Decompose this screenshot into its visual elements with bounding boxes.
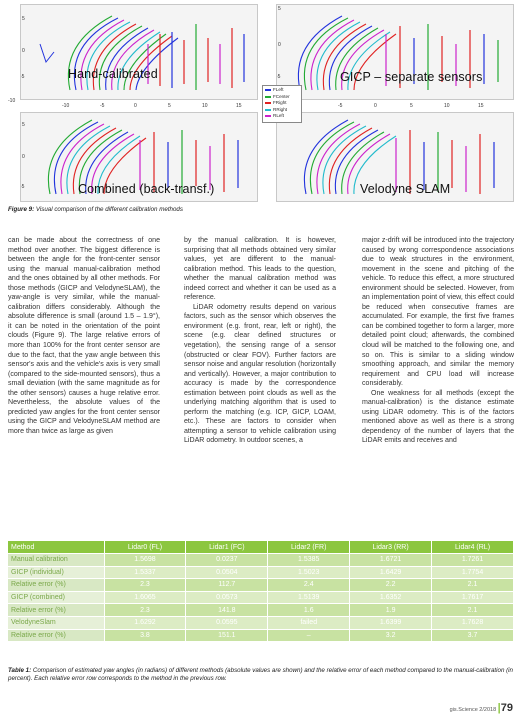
table-cell: 1.6352 <box>350 591 432 604</box>
figure-legend <box>262 85 302 123</box>
table-cell: 0.0595 <box>186 616 268 629</box>
y-tick-label: 0 <box>22 48 25 54</box>
row-label: GICP (combined) <box>8 591 104 604</box>
legend-label: RLeft <box>273 113 284 118</box>
legend-label: FRight <box>273 100 287 105</box>
table-row <box>8 579 514 592</box>
table-cell: 141.8 <box>186 604 268 617</box>
legend-swatch <box>265 115 271 117</box>
table-cell: 2.1 <box>432 604 514 617</box>
paragraph: One weakness for all methods (except the manual-calibration) is the distance estimate using LiDAR odometry. This is of the factors mentioned above as well as there is a strong dependency of the number of layers that the LiDAR emits and receives and <box>362 389 514 445</box>
column-header: Lidar1 (FC) <box>186 541 268 554</box>
table-cell: 1.7261 <box>432 554 514 567</box>
table-cell: 0.0573 <box>186 591 268 604</box>
panel-hand-calibrated <box>20 4 258 100</box>
column-header: Lidar2 (FR) <box>268 541 350 554</box>
figure-caption-text: Visual comparison of the different calibration methods <box>34 206 183 213</box>
table-cell: 1.7628 <box>432 616 514 629</box>
table-cell: 1.5139 <box>268 591 350 604</box>
y-tick-label: -5 <box>276 74 281 80</box>
table-row <box>8 616 514 629</box>
footer-separator: | <box>497 702 501 714</box>
text-column-3 <box>362 236 514 446</box>
panel-label: Hand-calibrated <box>68 67 158 81</box>
page-number: 79 <box>500 702 513 714</box>
x-tick-label: 5 <box>168 103 171 109</box>
legend-swatch <box>265 102 271 104</box>
point-cloud-plot <box>20 4 258 100</box>
table-cell: 3.7 <box>432 629 514 641</box>
table-cell: 1.5698 <box>104 554 186 567</box>
x-tick-label: 15 <box>236 103 242 109</box>
table-cell: – <box>268 629 350 641</box>
table-cell: 3.8 <box>104 629 186 641</box>
row-label: GICP (individual) <box>8 566 104 579</box>
page-footer <box>450 702 513 714</box>
x-tick-label: 0 <box>134 103 137 109</box>
table-cell: 1.6 <box>268 604 350 617</box>
legend-swatch <box>265 96 271 98</box>
table-cell: 1.5337 <box>104 566 186 579</box>
table-cell: 1.6292 <box>104 616 186 629</box>
panel-combined <box>20 112 258 202</box>
x-tick-label: -5 <box>338 103 343 109</box>
table-cell: failed <box>268 616 350 629</box>
x-tick-label: 10 <box>202 103 208 109</box>
point-cloud-plot <box>276 4 514 100</box>
paragraph: by the manual calibration. It is however, surprising that all methods obtained very similar values, yet are different to the manual-calibration method. This leads to the question, whether the manual calibration method was indeed correct and whether it can be used as a reference. <box>184 237 336 302</box>
legend-label: FCenter <box>273 93 290 99</box>
table-cell: 1.7617 <box>432 591 514 604</box>
y-tick-label: -5 <box>20 184 25 190</box>
legend-swatch <box>265 109 271 111</box>
table-cell: 1.6429 <box>350 566 432 579</box>
figure-caption <box>8 206 183 213</box>
table-cell: 1.7754 <box>432 566 514 579</box>
table-cell: 0.0237 <box>186 554 268 567</box>
table-cell: 1.9 <box>350 604 432 617</box>
column-header: Lidar3 (RR) <box>350 541 432 554</box>
panel-label: GICP – separate sensors <box>340 70 483 84</box>
paragraph: major z-drift will be introduced into the trajectory caused by wrong correspondence associations due to weak structures in the environment, movement in the scene and pitching of the vehicle. To reduce this effect, a more structured environment should be selected. However, from an implementation point of view, this effect could be reduced when consecutive frames are accumulated. For example, the first five frames can be combined together to form a larger, more detailed point cloud; afterwards, the combined cloud will be matched to the following one, and so on. This is similar to a sliding window smoothing approach, and similar the memory requirement and CPU load will increase considerably. <box>362 237 514 388</box>
y-tick-label: 5 <box>22 16 25 22</box>
figure-caption-label: Figure 9: <box>8 206 35 213</box>
text-column-2 <box>184 236 336 446</box>
y-tick-label: 0 <box>22 154 25 160</box>
table-cell: 2.3 <box>104 579 186 592</box>
table-header-row <box>8 541 514 554</box>
table-row <box>8 591 514 604</box>
legend-entry <box>265 113 299 120</box>
legend-label: FLeft <box>273 87 284 92</box>
results-table <box>8 541 514 641</box>
column-header: Method <box>8 541 104 554</box>
table-cell: 151.1 <box>186 629 268 641</box>
table-cell: 1.6065 <box>104 591 186 604</box>
y-tick-label: -10 <box>8 98 16 104</box>
table-cell: 1.6721 <box>350 554 432 567</box>
row-label: Relative error (%) <box>8 604 104 617</box>
table-cell: 2.4 <box>268 579 350 592</box>
y-tick-label: 0 <box>278 42 281 48</box>
row-label: Manual calibration <box>8 554 104 567</box>
text-column-1 <box>8 236 160 436</box>
x-tick-label: 5 <box>410 103 413 109</box>
panel-label: Combined (back-transf.) <box>78 182 215 196</box>
y-tick-label: 5 <box>22 122 25 128</box>
x-tick-label: -5 <box>100 103 105 109</box>
table-cell: 3.2 <box>350 629 432 641</box>
panel-gicp-separate <box>276 4 514 100</box>
table-caption <box>8 667 514 684</box>
legend-swatch <box>265 89 271 91</box>
x-tick-label: -10 <box>62 103 70 109</box>
table-cell: 112.7 <box>186 579 268 592</box>
table-cell: 0.0504 <box>186 566 268 579</box>
journal-name: gis.Science 2/2018 <box>449 707 497 713</box>
x-tick-label: 15 <box>478 103 484 109</box>
paragraph: LiDAR odometry results depend on various factors, such as the sensor which observes the environment (e.g. front, rear, left or right), the scene (e.g. clear defined structures or vegetation), the sensing range of a sensor (obstructed or clear FOV). Further factors are sensor noise and angular resolution (horizontally and vertically). However, a major contribution to accuracy is made by the correspondence estimation between point clouds as well as the underlying matching algorithm that is used to perform the matching (e.g. ICP, GICP, LOAM, etc.). These are factors to consider when attempting a sensor to vehicle calibration using LiDAR odometry. In outdoor scenes, a <box>184 303 336 445</box>
column-header: Lidar4 (RL) <box>432 541 514 554</box>
table-caption-text: Comparison of estimated yaw angles (in radians) of different methods (absolute values are shown) and the relative error of each method compared to the manual-calibration (in percent). Each relative error row corresponds to the method in the previous row. <box>8 667 514 683</box>
table-row <box>8 629 514 641</box>
table-row <box>8 566 514 579</box>
panel-label: Velodyne SLAM <box>360 182 451 196</box>
table-cell: 2.1 <box>432 579 514 592</box>
row-label: VelodyneSlam <box>8 616 104 629</box>
row-label: Relative error (%) <box>8 579 104 592</box>
y-tick-label: 5 <box>278 6 281 12</box>
figure-9 <box>8 4 514 202</box>
y-tick-label: -5 <box>20 74 25 80</box>
table-row <box>8 604 514 617</box>
table-cell: 1.5385 <box>268 554 350 567</box>
panel-velodyne-slam <box>276 112 514 202</box>
x-tick-label: 0 <box>374 103 377 109</box>
paragraph: can be made about the correctness of one method over another. The biggest difference is between the angle for the front-center sensor using the manual manual-calibration method and the ones obtained by all other methods. For those methods (GICP and VelodyneSLAM), the yaw-angle is very similar, while the manual-calibration differs considerably. Although the absolute difference is small (around 1.5 – 1.9°), it can be noted in the orientation of the point clouds (Figure 9). The large relative errors of more than 100% for the front center sensor are due to the fact, that the yaw angle between this sensor's axis and the vehicle's axis is very small (compared to the side-mounted sensors), thus a small deviation (with the same magnitude as for the other sensors) causes a huge relative error. Nevertheless, the absolute values of the predicted yaw angles for the front center sensor using the GICP and VelodyneSLAM method are more than twice as large as given <box>8 237 160 435</box>
table-row <box>8 554 514 567</box>
row-label: Relative error (%) <box>8 629 104 641</box>
table-cell: 1.5023 <box>268 566 350 579</box>
table-cell: 2.2 <box>350 579 432 592</box>
x-tick-label: 10 <box>444 103 450 109</box>
table-caption-label: Table 1: <box>8 667 32 674</box>
legend-label: RRight <box>273 106 288 112</box>
column-header: Lidar0 (FL) <box>104 541 186 554</box>
table-cell: 1.6399 <box>350 616 432 629</box>
table-cell: 2.3 <box>104 604 186 617</box>
